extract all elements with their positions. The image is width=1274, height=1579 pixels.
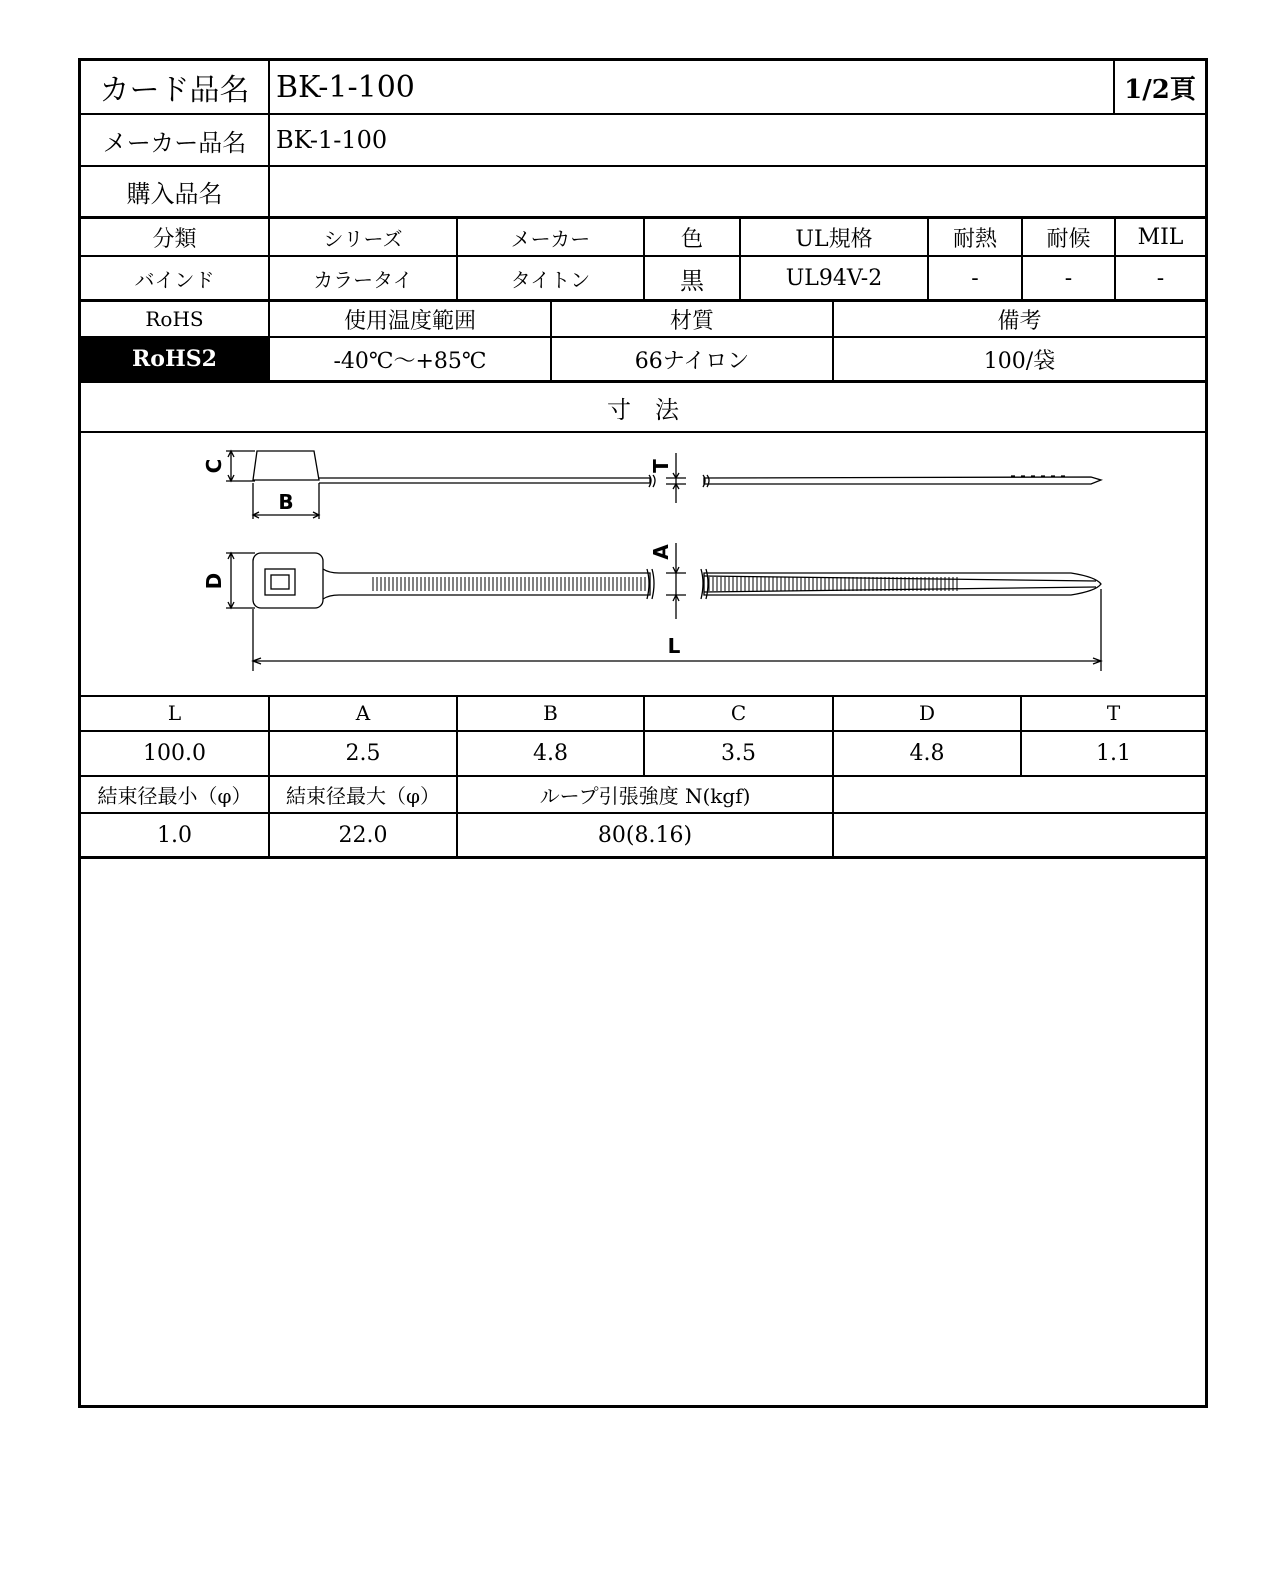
material-header: 材質 bbox=[552, 302, 834, 336]
purchase-name-value bbox=[270, 167, 1205, 216]
spec-header-row bbox=[81, 219, 1205, 257]
spec-value: カラータイ bbox=[270, 257, 458, 299]
bundle-max-header: 結束径最大（φ） bbox=[270, 777, 458, 812]
bundle-max-value: 22.0 bbox=[270, 814, 458, 856]
dimension-header: L bbox=[81, 695, 270, 730]
purchase-name-row bbox=[81, 167, 1205, 219]
dimension-value: 1.1 bbox=[1096, 741, 1131, 766]
maker-name-row bbox=[81, 115, 1205, 167]
label-a: A bbox=[649, 544, 673, 560]
dimension-header: A bbox=[270, 695, 458, 730]
spec-header: 耐候 bbox=[1023, 219, 1116, 255]
temperature-header: 使用温度範囲 bbox=[270, 302, 552, 336]
spec-value: UL94V-2 bbox=[741, 257, 929, 299]
spec-header: 耐熱 bbox=[929, 219, 1023, 255]
label-l: L bbox=[667, 634, 681, 658]
spec-header: MIL bbox=[1137, 224, 1184, 250]
cable-tie-diagram bbox=[81, 433, 1205, 693]
spec-header: 色 bbox=[645, 219, 741, 255]
rohs-header: RoHS bbox=[81, 302, 270, 336]
card-name-value: BK-1-100 bbox=[270, 61, 1115, 113]
spec-value-row bbox=[81, 257, 1205, 302]
blank-header bbox=[834, 777, 1205, 812]
label-c: C bbox=[202, 458, 226, 474]
spec-header: UL規格 bbox=[741, 219, 929, 255]
label-t: T bbox=[649, 459, 673, 473]
spec-value: - bbox=[929, 257, 1023, 299]
card-name-label: カード品名 bbox=[81, 61, 270, 113]
temperature-value: -40℃～+85℃ bbox=[270, 338, 552, 380]
head-top-view bbox=[253, 553, 323, 608]
dimension-value: 100.0 bbox=[81, 732, 270, 775]
label-b: B bbox=[278, 490, 294, 514]
bundle-min-header: 結束径最小（φ） bbox=[81, 777, 270, 812]
spec-value: タイトン bbox=[458, 257, 645, 299]
strap-side-view-2 bbox=[704, 477, 1101, 484]
blank-value bbox=[834, 814, 1205, 856]
maker-name-label: メーカー品名 bbox=[81, 115, 270, 165]
purchase-name-label: 購入品名 bbox=[81, 167, 270, 216]
rohs-badge: RoHS2 bbox=[81, 338, 270, 380]
head-slot bbox=[265, 569, 295, 595]
spec-value: 黒 bbox=[645, 257, 741, 299]
rohs-header-row bbox=[81, 302, 1205, 338]
dimension-header-row bbox=[81, 695, 1205, 732]
strap-side-view-1 bbox=[319, 478, 650, 483]
rohs-value-row bbox=[81, 338, 1205, 383]
bundle-min-value: 1.0 bbox=[81, 814, 270, 856]
dimension-header: T bbox=[1106, 700, 1121, 725]
spec-value: バインド bbox=[81, 257, 270, 299]
label-d: D bbox=[202, 572, 226, 590]
dimensions-title-row bbox=[81, 383, 1205, 433]
card-name-row bbox=[81, 61, 1205, 115]
head-side-view bbox=[253, 451, 319, 480]
spec-header: メーカー bbox=[458, 219, 645, 255]
dimensions-title: 寸 法 bbox=[607, 395, 679, 424]
dimension-value: 4.8 bbox=[834, 732, 1022, 775]
material-value: 66ナイロン bbox=[552, 338, 834, 380]
dimension-value: 3.5 bbox=[645, 732, 834, 775]
dimension-value: 4.8 bbox=[458, 732, 645, 775]
notes-area bbox=[81, 859, 1205, 1405]
remarks-header: 備考 bbox=[997, 308, 1042, 334]
dimension-header: C bbox=[645, 695, 834, 730]
performance-header-row bbox=[81, 777, 1205, 814]
spec-header: シリーズ bbox=[270, 219, 458, 255]
spec-value: - bbox=[1023, 257, 1116, 299]
dimension-header: D bbox=[834, 695, 1022, 730]
spec-sheet bbox=[78, 58, 1208, 1408]
spec-value: - bbox=[1156, 265, 1165, 291]
dimension-value-row bbox=[81, 732, 1205, 777]
tensile-strength-value: 80(8.16) bbox=[458, 814, 834, 856]
spec-header: 分類 bbox=[81, 219, 270, 255]
page-number: 1/2頁 bbox=[1124, 74, 1196, 105]
tensile-strength-header: ループ引張強度 N(kgf) bbox=[458, 777, 834, 812]
dimension-header: B bbox=[458, 695, 645, 730]
remarks-value: 100/袋 bbox=[983, 348, 1056, 374]
cable-tie-drawing bbox=[81, 433, 1205, 697]
maker-name-value: BK-1-100 bbox=[276, 126, 388, 154]
dimension-value: 2.5 bbox=[270, 732, 458, 775]
performance-value-row bbox=[81, 814, 1205, 859]
